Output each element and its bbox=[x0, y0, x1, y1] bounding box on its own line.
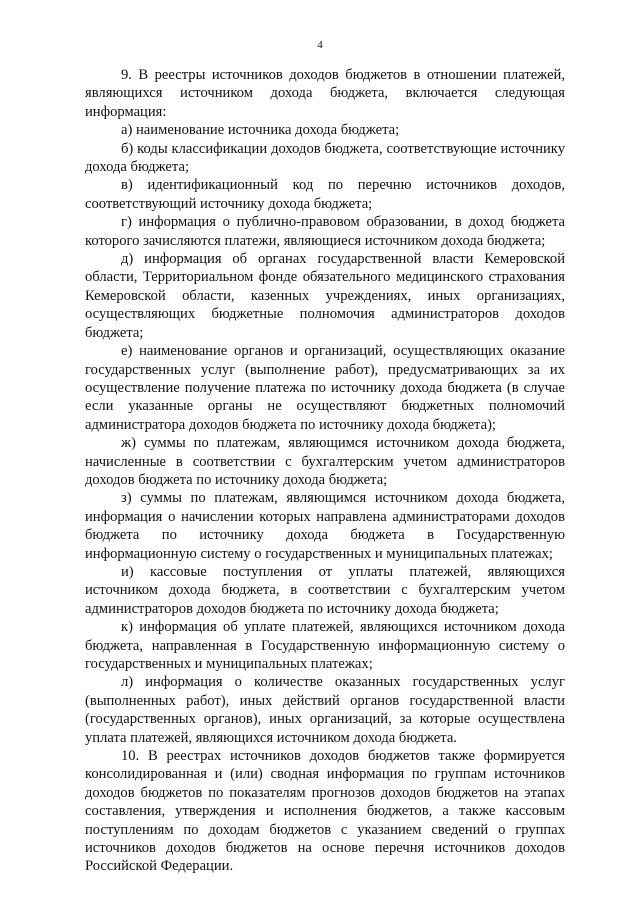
list-item-v: в) идентификационный код по перечню источников доходов, соответствующий источнику дохода бюджета; bbox=[85, 177, 565, 212]
list-item-z: з) суммы по платежам, являющимся источником дохода бюджета, информация о начислении которых направлена администраторами доходов бюджета по источнику дохода бюджета в Государственную информационную систему о государственных и муниципальных платежах; bbox=[85, 490, 565, 562]
list-item-l: л) информация о количестве оказанных государственных услуг (выполненных работ), иных действий органов государственной власти (государственных органов), иных организаций, за которые осуществлена уплата платежей, являющихся источником дохода бюджета. bbox=[85, 674, 565, 746]
list-item-zh: ж) суммы по платежам, являющимся источником дохода бюджета, начисленные в соответствии с бухгалтерским учетом администраторов доходов бюджета по источнику дохода бюджета; bbox=[85, 435, 565, 488]
paragraph-10: 10. В реестрах источников доходов бюджетов также формируется консолидированная и (или) сводная информация по группам источников доходов бюджетов по показателям прогнозов доходов бюджетов на этапах составления, утверждения и исполнения бюджетов, а также кассовым поступлениям по доходам бюджетов с указанием сведений о группах источников доходов бюджетов на основе перечня источников доходов Российской Федерации. bbox=[85, 748, 565, 875]
list-item-g: г) информация о публично-правовом образовании, в доход бюджета которого зачисляются платежи, являющиеся источником дохода бюджета; bbox=[85, 214, 565, 249]
document-body bbox=[85, 66, 565, 876]
list-item-a: а) наименование источника дохода бюджета; bbox=[121, 122, 400, 139]
list-item-e: е) наименование органов и организаций, осуществляющих оказание государственных услуг (выполнение работ), предусматривающих за их осуществление получение платежа по источнику дохода бюджета (в случае если указанные органы не осуществляют бюджетных полномочий администратора доходов бюджета по источнику дохода бюджета); bbox=[85, 343, 565, 433]
paragraph-9: 9. В реестры источников доходов бюджетов в отношении платежей, являющихся источником дохода бюджета, включается следующая информация: bbox=[85, 67, 565, 120]
list-item-k: к) информация об уплате платежей, являющихся источником дохода бюджета, направленная в Государственную информационную систему о государственных и муниципальных платежах; bbox=[85, 619, 565, 672]
page-number: 4 bbox=[317, 39, 323, 51]
list-item-i: и) кассовые поступления от уплаты платежей, являющихся источником дохода бюджета, в соответствии с бухгалтерским учетом администраторов доходов бюджета по источнику дохода бюджета; bbox=[85, 563, 565, 617]
list-item-d: д) информация об органах государственной власти Кемеровской области, Территориальном фонде обязательного медицинского страхования Кемеровской области, казенных учреждениях, иных организациях, осуществляющих бюджетные полномочия администраторов доходов бюджета; bbox=[85, 251, 565, 341]
list-item-b: б) коды классификации доходов бюджета, соответствующие источнику дохода бюджета; bbox=[85, 140, 565, 176]
